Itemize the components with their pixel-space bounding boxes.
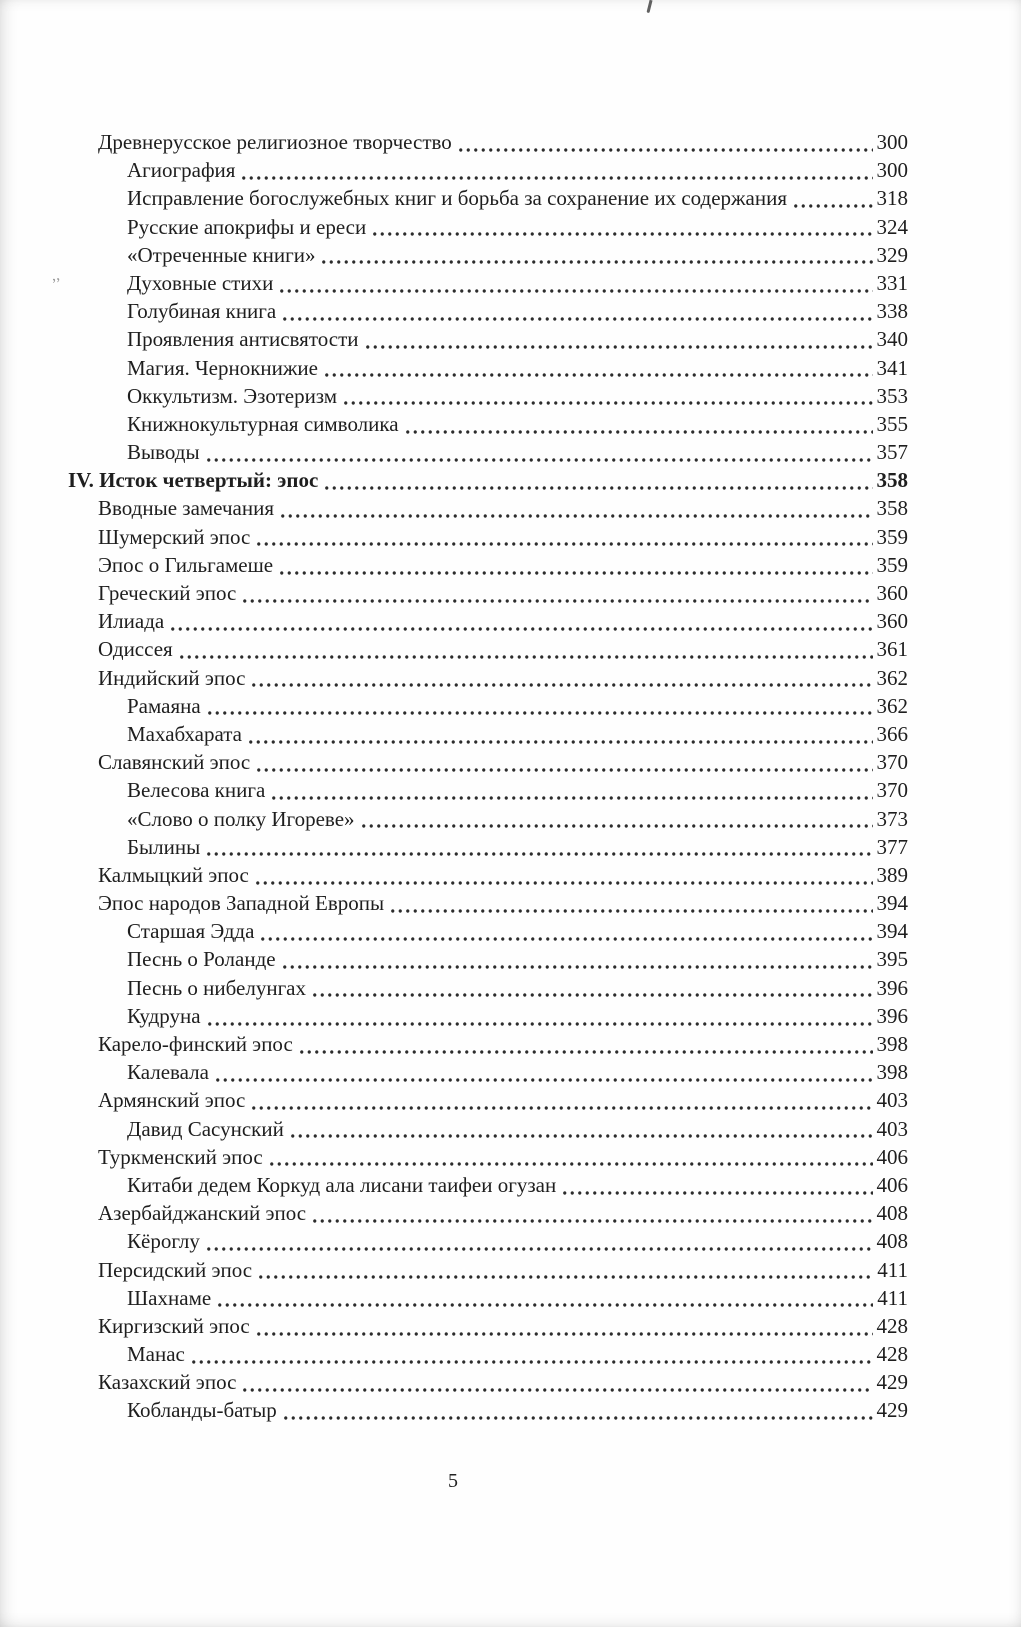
toc-entry	[68, 579, 908, 607]
toc-entry-page: 353	[876, 383, 908, 408]
toc-entry-page: 360	[876, 609, 908, 634]
dot-leader	[241, 579, 872, 607]
scan-artifact-top	[646, 0, 652, 13]
toc-entry-label: Русские апокрифы и ереси	[127, 214, 367, 239]
dot-leader	[311, 1199, 872, 1227]
dot-leader	[279, 494, 873, 522]
toc-entry-label: Магия. Чернокнижие	[127, 355, 318, 380]
toc-entry	[68, 1086, 908, 1114]
toc-entry-label: Киргизский эпос	[98, 1313, 250, 1338]
toc-entry-label: «Отреченные книги»	[127, 242, 316, 267]
toc-entry-label: Давид Сасунский	[127, 1116, 284, 1141]
dot-leader	[389, 889, 872, 917]
toc-entry-page: 329	[876, 242, 908, 267]
dot-leader	[247, 720, 873, 748]
toc-entry	[68, 1227, 908, 1255]
toc-entry-page: 398	[876, 1060, 908, 1085]
dot-leader	[190, 1340, 873, 1368]
toc-entry	[68, 297, 908, 325]
toc-entry-label: Песнь о нибелунгах	[127, 975, 307, 1000]
toc-entry-page: 340	[876, 327, 908, 352]
toc-entry-label: Выводы	[127, 440, 200, 465]
toc-entry	[68, 974, 908, 1002]
toc-entry	[68, 664, 908, 692]
toc-entry	[68, 1171, 908, 1199]
toc-entry-page: 358	[876, 468, 908, 493]
toc-entry	[68, 156, 908, 184]
toc-entry-page: 318	[876, 186, 908, 211]
dot-leader	[240, 156, 872, 184]
toc-entry-label: Индийский эпос	[98, 665, 246, 690]
toc-entry-label: Карело-финский эпос	[98, 1032, 293, 1056]
toc-entry	[68, 833, 908, 861]
dot-leader	[404, 410, 873, 438]
toc-entry	[68, 1284, 908, 1312]
dot-leader	[206, 692, 873, 720]
toc-entry-label: Одиссея	[98, 637, 173, 662]
toc-entry-label: Исправление богослужебных книг и борьба за сохранение их содержания	[127, 186, 788, 211]
dot-leader	[259, 917, 872, 945]
page-number: 5	[448, 1470, 458, 1492]
toc-entry	[68, 889, 908, 917]
toc-entry-label: Калмыцкий эпос	[98, 862, 249, 887]
dot-leader	[255, 523, 872, 551]
toc-entry-page: 403	[876, 1116, 908, 1141]
toc-entry-page: 395	[876, 947, 908, 972]
toc-entry	[68, 128, 908, 156]
toc-entry	[68, 466, 908, 494]
toc-entry-label: Голубиная книга	[127, 299, 277, 324]
toc-entry-page: 357	[876, 440, 908, 465]
toc-entry	[68, 748, 908, 776]
toc-entry-page: 411	[877, 1257, 908, 1282]
toc-entry-page: 366	[876, 721, 908, 746]
dot-leader	[561, 1171, 872, 1199]
toc-entry-page: 408	[876, 1229, 908, 1254]
toc-entry-page: 406	[876, 1144, 908, 1169]
toc-entry-label: Песнь о Роланде	[127, 947, 276, 972]
toc-entry-page: 300	[876, 158, 908, 183]
dot-leader	[457, 128, 873, 156]
toc-entry-label: Казахский эпос	[98, 1370, 237, 1395]
toc-entry	[68, 494, 908, 522]
toc-entry-page: 355	[876, 411, 908, 436]
toc-entry-label: Армянский эпос	[98, 1088, 246, 1113]
toc-entry-page: 324	[876, 214, 908, 239]
dot-leader	[323, 354, 873, 382]
toc-entry	[68, 1058, 908, 1086]
toc-entry-page: 406	[876, 1172, 908, 1197]
toc-entry-page: 396	[876, 975, 908, 1000]
toc-entry	[68, 917, 908, 945]
dot-leader	[254, 861, 873, 889]
dot-leader	[169, 607, 872, 635]
dot-leader	[323, 466, 872, 494]
toc-entry-label: Кобланды-батыр	[127, 1398, 277, 1423]
toc-entry-label: Эпос народов Западной Европы	[98, 891, 385, 916]
toc-entry-page: 338	[876, 299, 908, 324]
toc-entry-page: 389	[876, 862, 908, 887]
toc-entry-label: Вводные замечания	[98, 496, 274, 521]
toc-entry-label: Старшая Эдда	[127, 919, 255, 944]
toc-entry	[68, 720, 908, 748]
toc-entry-label: Шахнаме	[127, 1285, 212, 1310]
toc-entry-label: Кудруна	[127, 1003, 201, 1028]
toc-entry-page: 408	[876, 1201, 908, 1226]
toc-entry-label: Шумерский эпос	[98, 524, 251, 549]
toc-entry-page: 300	[876, 130, 908, 154]
toc-entry-label: Древнерусское религиозное творчество	[98, 130, 452, 154]
dot-leader	[282, 1396, 873, 1424]
dot-leader	[320, 241, 872, 269]
dot-leader	[214, 1058, 873, 1086]
toc-entry-page: 428	[876, 1342, 908, 1367]
dot-leader	[278, 551, 872, 579]
toc-entry	[68, 1143, 908, 1171]
toc-entry-page: 429	[876, 1370, 908, 1395]
dot-leader	[311, 974, 872, 1002]
toc-entry-page: 362	[876, 693, 908, 718]
toc-entry-page: 377	[876, 834, 908, 859]
toc-entry	[68, 325, 908, 353]
toc-entry-page: 362	[876, 665, 908, 690]
toc-entry	[68, 213, 908, 241]
dot-leader	[298, 1030, 873, 1058]
toc-entry-page: 394	[876, 891, 908, 916]
dot-leader	[792, 184, 872, 212]
dot-leader	[270, 776, 872, 804]
toc-entry-page: 394	[876, 919, 908, 944]
toc-entry	[68, 805, 908, 833]
toc-entry-label: «Слово о полку Игореве»	[127, 806, 355, 831]
toc-entry-label: Проявления антисвятости	[127, 327, 359, 352]
dot-leader	[281, 297, 872, 325]
toc-entry-page: 359	[876, 552, 908, 577]
toc-entry	[68, 635, 908, 663]
toc-entry	[68, 607, 908, 635]
toc-entry	[68, 551, 908, 579]
toc-entry-page: 361	[876, 637, 908, 662]
dot-leader	[278, 269, 872, 297]
toc-entry-label: Азербайджанский эпос	[98, 1201, 307, 1226]
toc-entry-label: Агиография	[127, 158, 236, 183]
dot-leader	[250, 1086, 872, 1114]
toc-entry	[68, 776, 908, 804]
toc-entry-label: Китаби дедем Коркуд ала лисани таифеи огузан	[127, 1172, 557, 1197]
toc-entry-label: Велесова книга	[127, 778, 266, 803]
toc-entry-page: 360	[876, 581, 908, 605]
toc-entry	[68, 1256, 908, 1284]
toc-entry	[68, 241, 908, 269]
dot-leader	[206, 1002, 873, 1030]
toc-entry	[68, 354, 908, 382]
toc-entry	[68, 1312, 908, 1340]
toc-entry-label: Манас	[127, 1342, 185, 1367]
dot-leader	[360, 805, 873, 833]
dot-leader	[371, 213, 872, 241]
toc-entry-page: 341	[876, 355, 908, 380]
toc-entry-label: Махабхарата	[127, 721, 242, 746]
toc-entry-page: 411	[877, 1285, 908, 1310]
toc-entry	[68, 438, 908, 466]
toc-entry-page: 373	[876, 806, 908, 831]
toc-entry	[68, 1396, 908, 1424]
toc-entry-page: 403	[876, 1088, 908, 1113]
toc-entry	[68, 1340, 908, 1368]
toc-entry-label: Рамаяна	[127, 693, 201, 718]
dot-leader	[205, 438, 873, 466]
dot-leader	[281, 945, 873, 973]
toc-entry-page: 370	[876, 778, 908, 803]
dot-leader	[216, 1284, 873, 1312]
toc-entry	[68, 523, 908, 551]
toc-entry	[68, 269, 908, 297]
toc-entry-page: 358	[876, 496, 908, 521]
toc-entry-page: 429	[876, 1398, 908, 1423]
toc-entry-label: Илиада	[98, 609, 165, 634]
dot-leader	[241, 1368, 872, 1396]
dot-leader	[255, 1312, 873, 1340]
toc-entry	[68, 945, 908, 973]
dot-leader	[205, 1227, 873, 1255]
toc-entry	[68, 1030, 908, 1058]
dot-leader	[289, 1115, 873, 1143]
table-of-contents	[68, 128, 908, 1425]
toc-entry	[68, 184, 908, 212]
dot-leader	[268, 1143, 873, 1171]
toc-entry-label: Туркменский эпос	[98, 1144, 263, 1169]
toc-entry-page: 370	[876, 750, 908, 775]
toc-entry-label: Оккультизм. Эзотеризм	[127, 383, 338, 408]
toc-entry-label: Славянский эпос	[98, 750, 251, 775]
toc-entry-label: Книжнокультурная символика	[127, 411, 399, 436]
scan-artifact-left-margin: ’’	[50, 275, 63, 294]
dot-leader	[257, 1256, 873, 1284]
toc-entry-label: Духовные стихи	[127, 270, 274, 295]
toc-entry-label: Кёроглу	[127, 1229, 200, 1254]
toc-entry-label: Калевала	[127, 1060, 209, 1085]
toc-entry	[68, 1368, 908, 1396]
toc-entry-page: 359	[876, 524, 908, 549]
dot-leader	[205, 833, 872, 861]
toc-entry-page: 428	[876, 1313, 908, 1338]
toc-entry	[68, 1115, 908, 1143]
dot-leader	[364, 325, 873, 353]
toc-entry	[68, 1002, 908, 1030]
toc-entry-label: Эпос о Гильгамеше	[98, 552, 274, 577]
toc-entry-label: Греческий эпос	[98, 581, 237, 605]
toc-entry-label: Былины	[127, 834, 201, 859]
dot-leader	[250, 664, 872, 692]
toc-entry-label: IV. Исток четвертый: эпос	[68, 468, 319, 493]
toc-entry	[68, 692, 908, 720]
toc-entry	[68, 1199, 908, 1227]
dot-leader	[342, 382, 872, 410]
toc-entry-label: Персидский эпос	[98, 1257, 253, 1282]
toc-entry-page: 398	[876, 1032, 908, 1056]
dot-leader	[178, 635, 873, 663]
toc-entry	[68, 382, 908, 410]
toc-entry	[68, 410, 908, 438]
toc-entry-page: 396	[876, 1003, 908, 1028]
toc-entry	[68, 861, 908, 889]
toc-entry-page: 331	[876, 270, 908, 295]
dot-leader	[255, 748, 872, 776]
